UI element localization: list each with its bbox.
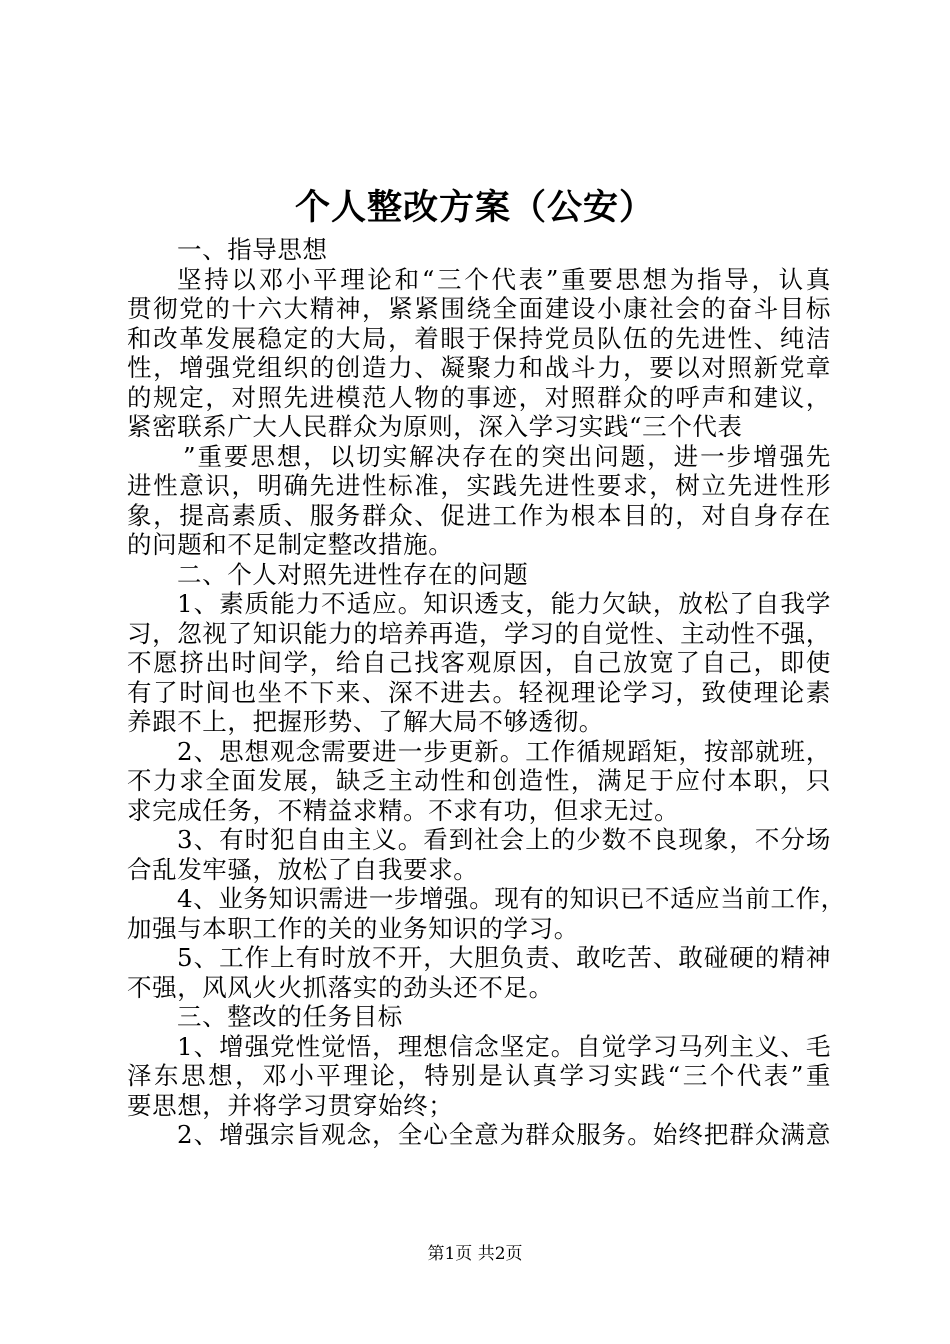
text-line: 不力求全面发展，缺乏主动性和创造性，满足于应付本职，只 xyxy=(127,766,831,795)
text-line: 的问题和不足制定整改措施。 xyxy=(127,530,454,559)
text-line: 不愿挤出时间学，给自己找客观原因，自己放宽了自己，即使 xyxy=(127,648,831,677)
text-line: 求完成任务，不精益求精。不求有功，但求无过。 xyxy=(127,795,680,825)
text-line: 的规定，对照先进模范人物的事迹，对照群众的呼声和建议， xyxy=(127,382,831,412)
text-line: 一、指导思想 xyxy=(177,235,328,264)
text-line: 1、增强党性觉悟，理想信念坚定。自觉学习马列主义、毛 xyxy=(177,1031,831,1061)
text-line: 5、工作上有时放不开，大胆负责、敢吃苦、敢碰硬的精神 xyxy=(177,943,831,972)
text-line: 不强，风风火火抓落实的劲头还不足。 xyxy=(127,972,554,1002)
text-line: 养跟不上，把握形势、了解大局不够透彻。 xyxy=(127,707,604,736)
text-line: 4、业务知识需进一步增强。现有的知识已不适应当前工作， xyxy=(177,884,846,913)
text-line: 坚持以邓小平理论和“三个代表”重要思想为指导，认真 xyxy=(177,264,831,294)
text-line: ”重要思想，以切实解决存在的突出问题，进一步增强先 xyxy=(183,441,831,471)
text-line: 习，忽视了知识能力的培养再造，学习的自觉性、主动性不强， xyxy=(127,618,831,648)
text-line: 性，增强党组织的创造力、凝聚力和战斗力，要以对照新党章 xyxy=(127,353,831,382)
text-line: 要思想，并将学习贯穿始终； xyxy=(127,1090,454,1120)
document-title: 个人整改方案（公安） xyxy=(294,187,655,228)
text-line: 贯彻党的十六大精神，紧紧围绕全面建设小康社会的奋斗目标 xyxy=(127,294,831,323)
text-line: 三、整改的任务目标 xyxy=(177,1002,403,1031)
text-line: 进性意识，明确先进性标准，实践先进性要求，树立先进性形 xyxy=(127,471,831,500)
text-line: 加强与本职工作的关的业务知识的学习。 xyxy=(127,913,579,943)
document-body xyxy=(127,235,846,1150)
text-line: 1、素质能力不适应。知识透支，能力欠缺，放松了自我学 xyxy=(177,589,831,618)
text-line: 和改革发展稳定的大局，着眼于保持党员队伍的先进性、纯洁 xyxy=(127,323,831,353)
text-line: 合乱发牢骚，放松了自我要求。 xyxy=(127,854,479,884)
text-line: 二、个人对照先进性存在的问题 xyxy=(177,559,529,589)
text-line: 象，提高素质、服务群众、促进工作为根本目的，对自身存在 xyxy=(127,500,831,530)
text-line: 紧密联系广大人民群众为原则，深入学习实践“三个代表 xyxy=(127,412,743,441)
text-line: 2、思想观念需要进一步更新。工作循规蹈矩，按部就班， xyxy=(177,736,831,766)
text-line: 2、增强宗旨观念，全心全意为群众服务。始终把群众满意 xyxy=(177,1120,831,1149)
text-line: 有了时间也坐不下来、深不进去。轻视理论学习，致使理论素 xyxy=(127,677,831,707)
text-line: 泽东思想，邓小平理论，特别是认真学习实践“三个代表”重 xyxy=(127,1061,831,1090)
text-line: 3、有时犯自由主义。看到社会上的少数不良现象，不分场 xyxy=(177,825,831,854)
page-footer: 第1页 共2页 xyxy=(427,1244,523,1264)
